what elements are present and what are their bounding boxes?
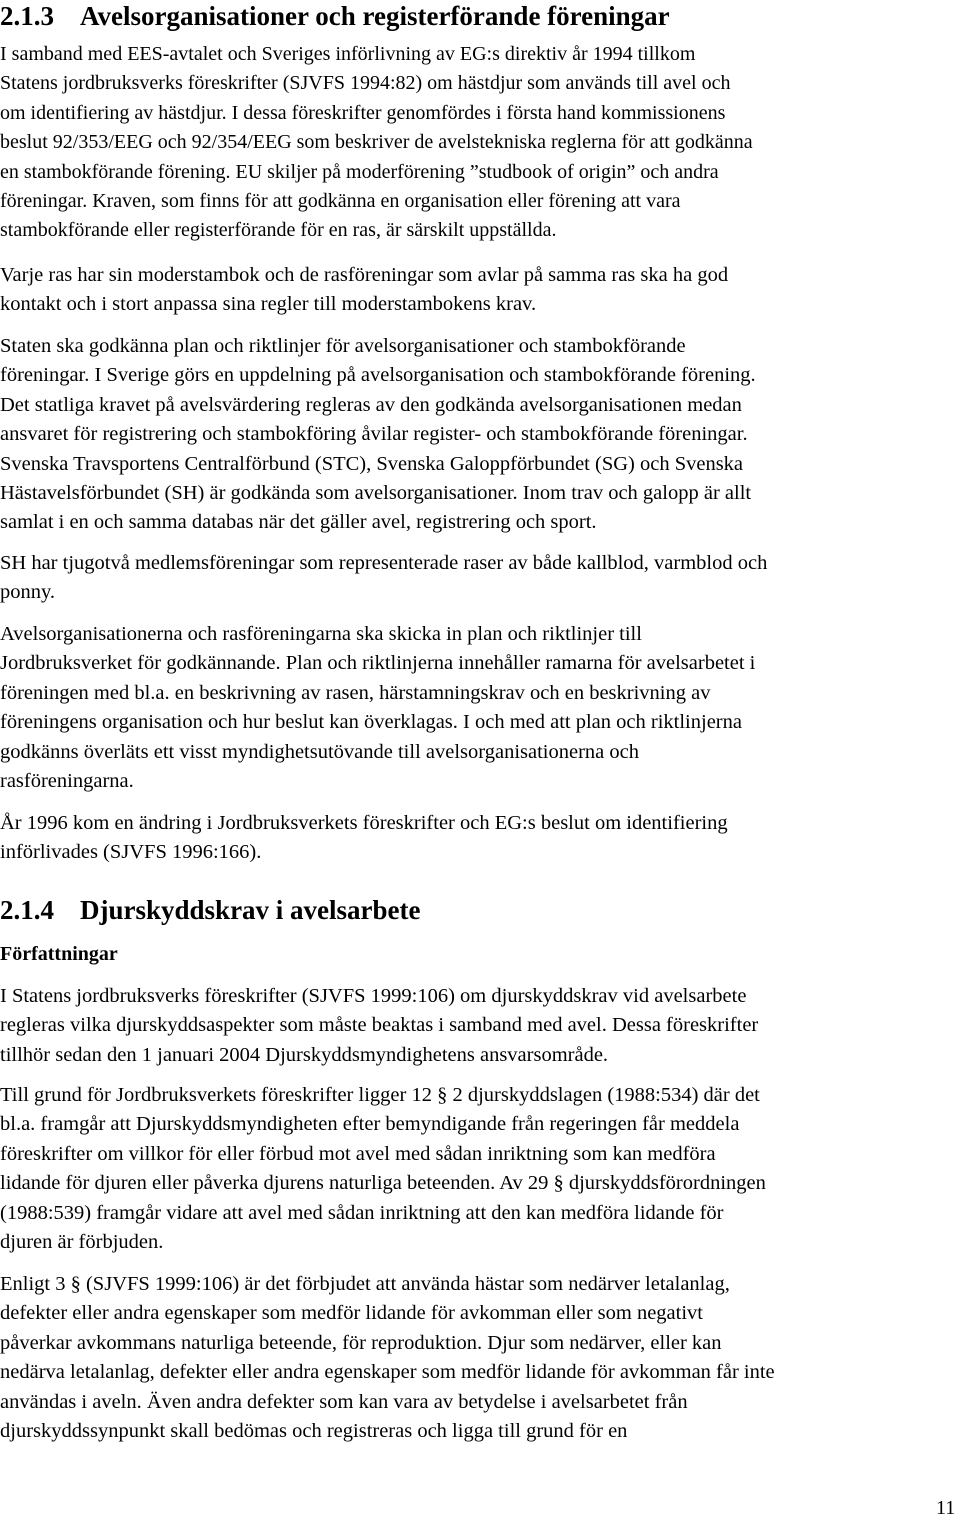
text-line: defekter eller andra egenskaper som medför lidande för avkomman eller som negativt: [0, 1302, 703, 1325]
text-line: ponny.: [0, 581, 56, 604]
text-line: djurskyddssynpunkt skall bedömas och registreras och ligga till grund för en: [0, 1419, 628, 1442]
text-line: stambokförande eller registerförande för en ras, är särskilt uppställda.: [0, 219, 557, 242]
text-line: Till grund för Jordbruksverkets föreskrifter ligger 12 § 2 djurskyddslagen (1988:534) där det: [0, 1084, 760, 1106]
text-line: Hästavelsförbundet (SH) är godkända som avelsorganisationer. Inom trav och galopp är allt: [0, 481, 752, 504]
text-line: I samband med EES-avtalet och Sveriges införlivning av EG:s direktiv år 1994 tillkom: [0, 43, 696, 65]
text-line: godkänns överläts ett visst myndighetsutövande till avelsorganisationerna och: [0, 740, 639, 763]
text-line: I Statens jordbruksverks föreskrifter (SJVFS 1999:106) om djurskyddskrav vid avelsarbete: [0, 985, 747, 1007]
paragraph: [0, 1270, 950, 1446]
text-line: Svenska Travsportens Centralförbund (STC), Svenska Galoppförbundet (SG) och Svenska: [0, 452, 744, 475]
text-line: regleras vilka djurskyddsaspekter som måste beaktas i samband med avel. Dessa föreskrifter: [0, 1014, 759, 1037]
paragraph: [0, 620, 950, 796]
text-line: en stambokförande förening. EU skiljer på moderförening ”studbook of origin” och andra: [0, 160, 719, 183]
text-line: samlat i en och samma databas när det gäller avel, registrering och sport.: [0, 511, 597, 534]
text-line: ansvaret för registrering och stambokföring åvilar register- och stambokförande föreningar.: [0, 423, 748, 446]
text-line: Avelsorganisationerna och rasföreningarna ska skicka in plan och riktlinjer till: [0, 623, 642, 645]
text-line: om identifiering av hästdjur. I dessa föreskrifter genomfördes i första hand kommissionens: [0, 101, 726, 124]
text-line: Staten ska godkänna plan och riktlinjer för avelsorganisationer och stambokförande: [0, 335, 686, 357]
section-number: 2.1.3: [0, 1, 54, 31]
text-line: tillhör sedan den 1 januari 2004 Djurskyddsmyndighetens ansvarsområde.: [0, 1043, 609, 1066]
text-line: (1988:539) framgår vidare att avel med sådan inriktning att den kan medföra lidande för: [0, 1201, 724, 1224]
section-heading-2-1-3: [0, 1, 670, 31]
section-title: Djurskyddskrav i avelsarbete: [80, 895, 421, 925]
section-heading-2-1-4: [0, 895, 421, 925]
text-line: Varje ras har sin moderstambok och de rasföreningar som avlar på samma ras ska ha god: [0, 264, 729, 286]
paragraph: [0, 332, 950, 538]
text-line: föreningen med bl.a. en beskrivning av rasen, härstamningskrav och en beskrivning av: [0, 681, 711, 704]
text-line: införlivades (SJVFS 1996:166).: [0, 841, 262, 864]
text-line: SH har tjugotvå medlemsföreningar som representerade raser av både kallblod, varmblod och: [0, 552, 768, 574]
text-line: föreningar. Kraven, som finns för att godkänna en organisation eller förening att vara: [0, 189, 681, 212]
text-line: Det statliga kravet på avelsvärdering regleras av den godkända avelsorganisationen medan: [0, 393, 742, 416]
paragraph: [0, 261, 950, 320]
text-line: rasföreningarna.: [0, 769, 134, 792]
section-title: Avelsorganisationer och registerförande föreningar: [80, 1, 670, 31]
text-line: lidande för djuren eller påverka djurens naturliga beteenden. Av 29 § djurskyddsförordningen: [0, 1172, 766, 1195]
paragraph: [0, 549, 950, 608]
page-number: 11: [936, 1497, 956, 1519]
paragraph: [0, 1081, 950, 1257]
text-line: Jordbruksverket för godkännande. Plan och riktlinjerna innehåller ramarna för avelsarbetet i: [0, 652, 756, 675]
text-line: Enligt 3 § (SJVFS 1999:106) är det förbjudet att använda hästar som nedärver letalanlag,: [0, 1273, 730, 1295]
text-line: beslut 92/353/EEG och 92/354/EEG som beskriver de avelstekniska reglerna för att godkänna: [0, 131, 753, 154]
paragraph: [0, 40, 950, 246]
text-line: kontakt och i stort anpassa sina regler till moderstambokens krav.: [0, 293, 537, 316]
text-line: föreskrifter om villkor för eller förbud mot avel med sådan inriktning som kan medföra: [0, 1142, 716, 1165]
paragraph: [0, 982, 950, 1070]
text-line: År 1996 kom en ändring i Jordbruksverkets föreskrifter och EG:s beslut om identifiering: [0, 812, 728, 834]
text-line: påverkar avkommans naturliga beteende, för reproduktion. Djur som nedärver, eller kan: [0, 1331, 722, 1354]
section-number: 2.1.4: [0, 895, 54, 925]
text-line: användas i aveln. Även andra defekter som kan vara av betydelse i avelsarbetet från: [0, 1390, 688, 1413]
paragraph: [0, 809, 950, 868]
text-line: nedärva letalanlag, defekter eller andra egenskaper som medför lidande för avkomman får inte: [0, 1361, 775, 1384]
text-line: bl.a. framgår att Djurskyddsmyndigheten efter bemyndigande från regeringen får meddela: [0, 1113, 740, 1136]
subheading: Författningar: [0, 943, 118, 965]
text-line: föreningar. I Sverige görs en uppdelning på avelsorganisation och stambokförande förening.: [0, 364, 756, 387]
text-line: djuren är förbjuden.: [0, 1230, 164, 1253]
text-line: föreningens organisation och hur beslut kan överklagas. I och med att plan och riktlinjerna: [0, 711, 742, 734]
text-line: Statens jordbruksverks föreskrifter (SJVFS 1994:82) om hästdjur som används till avel och: [0, 72, 731, 95]
